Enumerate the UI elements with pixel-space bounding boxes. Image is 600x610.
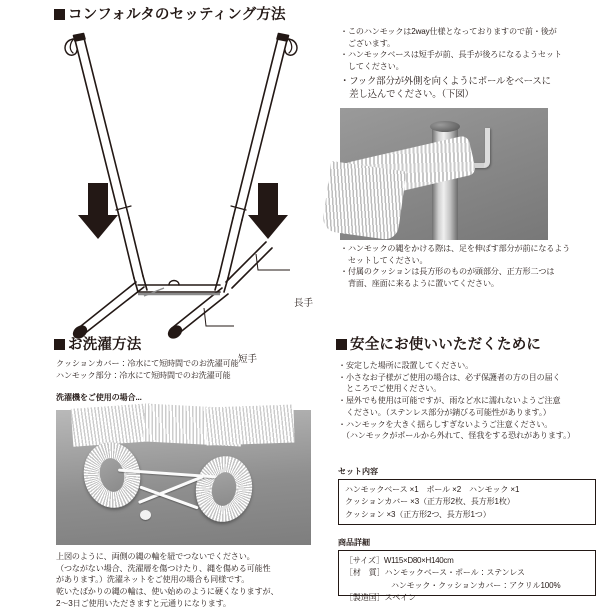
product-details-value: スペイン xyxy=(384,593,417,603)
label-product-details: 商品詳細 xyxy=(338,538,370,547)
rope-knot-photo-caption xyxy=(58,537,118,544)
pole-hook-photo-caption xyxy=(342,232,417,239)
washing-note-line: があります。）洗濯ネットをご使用の場合も同様です。 xyxy=(56,575,250,585)
bullet-square-icon xyxy=(336,339,347,350)
hammock-stand-svg xyxy=(52,30,314,330)
setting-bullet-large-line: ・フック部分が外側を向くようにポールをベースに xyxy=(340,75,551,86)
bullet-square-icon xyxy=(54,9,65,20)
washing-note-line: 乾いたばかりの縄の輪は、使い始めのように硬くなりますが、 xyxy=(56,587,279,597)
rope-fray xyxy=(71,403,153,446)
washing-line-hammock: ハンモック部分：冷水にて短時間でのお洗濯可能 xyxy=(56,370,231,380)
product-details-rows xyxy=(345,555,591,605)
set-contents-lines xyxy=(345,484,591,521)
safety-bullet-line: ・屋外でも使用は可能ですが、雨など水に濡れないようご注意 xyxy=(338,396,561,406)
product-details-row xyxy=(345,580,591,592)
product-details-value: W115×D80×H140cm xyxy=(383,556,454,565)
washing-note-line: （つながない場合、洗濯層を傷つけたり、縄を傷める可能性 xyxy=(56,563,271,573)
product-details-key: ［製造国］ xyxy=(345,593,385,603)
safety-bullets xyxy=(338,360,600,442)
setting-bullet-line: してください。 xyxy=(340,62,404,72)
heading-washing-method xyxy=(54,338,142,353)
setting-after-line: ・ハンモックの縄をかける際は、足を伸ばす部分が前になるよう xyxy=(340,244,571,253)
heading-washing-method-text: お洗濯方法 xyxy=(68,337,142,353)
heading-safety xyxy=(336,338,541,353)
washing-lines xyxy=(56,358,306,381)
rope-knot-photo xyxy=(56,410,311,545)
heading-setting-method-text: コンフォルタのセッティング方法 xyxy=(68,7,286,23)
set-contents-line: クッション ×3（正方形2つ、長方形1つ） xyxy=(345,509,491,519)
setting-after-line: セットしてください。 xyxy=(340,255,428,265)
heading-setting-method xyxy=(54,8,286,23)
setting-bullets-small xyxy=(340,26,596,73)
label-short-side: 短手 xyxy=(238,354,258,365)
bullet-square-icon xyxy=(54,339,65,350)
safety-bullet-line: ・安定した場所に設置してください。 xyxy=(338,361,474,370)
pole-cap xyxy=(430,121,460,132)
pole-hook-photo xyxy=(340,108,548,240)
set-contents-box xyxy=(338,479,596,525)
label-long-side: 長手 xyxy=(294,298,314,309)
setting-bullet-line: ・ハンモックベースは短手が前、長手が後ろになるようセット xyxy=(340,50,562,60)
setting-bullet-line: ございます。 xyxy=(340,38,395,48)
insert-arrow-icon xyxy=(78,183,288,239)
setting-bullet-large xyxy=(340,74,596,100)
safety-bullet-line: ・ハンモックを大きく揺らしすぎないようご注意ください。 xyxy=(338,419,553,429)
rope-fray xyxy=(205,404,294,445)
setting-bullet-large-line: 差し込んでください。（下図） xyxy=(340,88,474,99)
washer-usage-label-text: 洗濯機をご使用の場合... xyxy=(56,393,142,402)
product-details-value: ハンモック・クッションカバー：アクリル100% xyxy=(391,580,561,590)
washing-note-line: 上図のように、両側の縄の輪を紐でつないでください。 xyxy=(56,552,255,561)
setting-after-line: ・付属のクッションは長方形のものが頭部分、正方形二つは xyxy=(340,267,555,277)
setting-bullets-after-photo xyxy=(340,243,596,290)
hammock-rope-tail xyxy=(321,161,406,241)
safety-bullet-line: （ハンモックがポールから外れて、怪我をする恐れがあります。） xyxy=(338,431,575,441)
setting-after-line: 背面、座面に来るように置いてください。 xyxy=(340,279,499,289)
product-details-row xyxy=(345,555,591,567)
washer-usage-label xyxy=(56,392,306,404)
set-contents-line: クッションカバー ×3（正方形2枚、長方形1枚） xyxy=(345,497,515,507)
washing-line-cover: クッションカバー：冷水にて短時間でのお洗濯可能 xyxy=(56,359,239,368)
product-details-row xyxy=(345,567,591,579)
cord-knot xyxy=(140,510,151,520)
set-contents-line: ハンモックベース ×1 ポール ×2 ハンモック ×1 xyxy=(345,485,520,494)
product-details-value: ハンモックベース・ポール：ステンレス xyxy=(384,568,525,578)
label-set-contents: セット内容 xyxy=(338,467,378,476)
product-details-key: ［サイズ］ xyxy=(345,556,384,565)
setting-bullet-line: ・このハンモックは2way仕様となっておりますので前・後が xyxy=(340,27,557,36)
product-details-key: ［材 質］ xyxy=(345,568,385,578)
heading-safety-text: 安全にお使いいただくために xyxy=(350,337,542,353)
safety-bullet-line: ・小さなお子様がご使用の場合は、必ず保護者の方の目の届く xyxy=(338,372,561,382)
safety-bullet-line: ところでご使用ください。 xyxy=(338,384,442,394)
product-details-box xyxy=(338,550,596,603)
product-details-row xyxy=(345,592,591,604)
washing-note-line: 2〜3日ご使用いただきますと元通りになります。 xyxy=(56,598,231,608)
washing-notes xyxy=(56,551,314,610)
safety-bullet-line: ください。（ステンレス部分が錆びる可能性があります。） xyxy=(338,407,551,417)
